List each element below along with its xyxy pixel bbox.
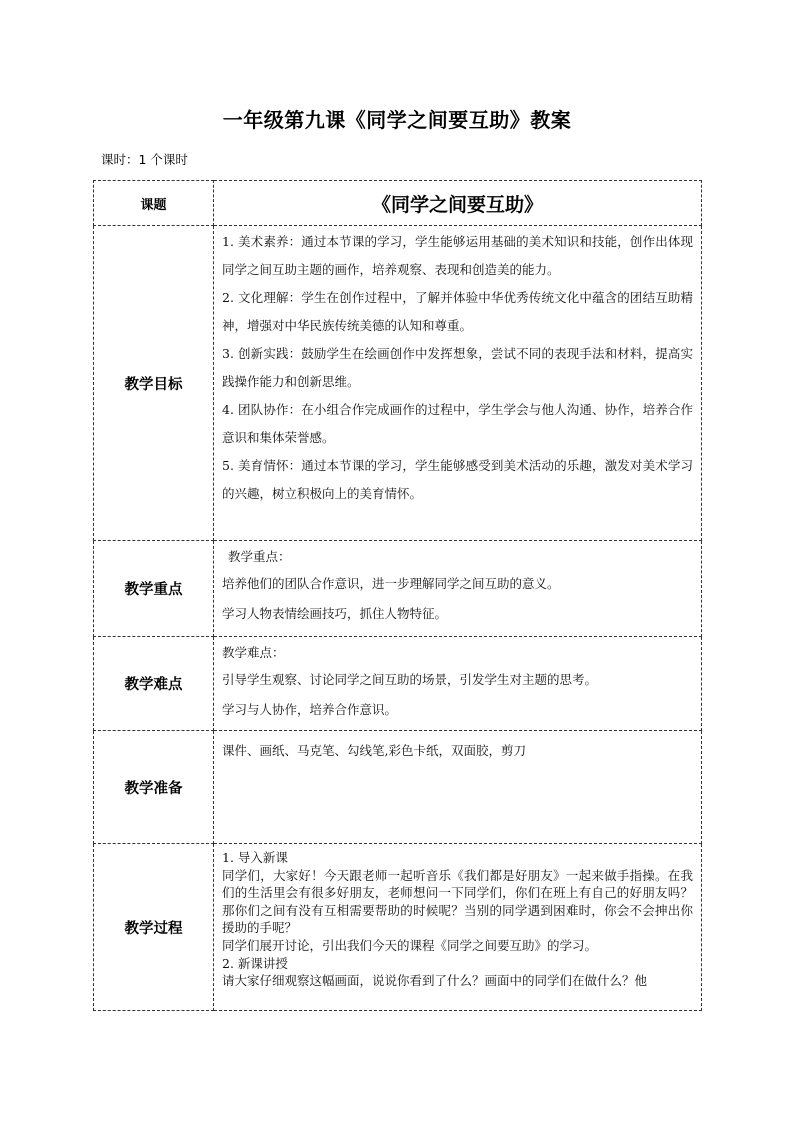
document-title: 一年级第九课《同学之间要互助》教案 <box>222 108 572 132</box>
process-item: 1. 导入新课 <box>222 850 288 865</box>
topic-value: 《同学之间要互助》 <box>214 181 702 226</box>
lesson-period: 课时：1 个课时 <box>101 152 188 167</box>
goal-item: 3. 创新实践：鼓励学生在绘画创作中发挥想象，尝试不同的表现手法和材料，提高实践操作能力和创新思维。 <box>222 346 693 389</box>
preparation-label: 教学准备 <box>94 731 214 844</box>
lesson-plan-table <box>93 180 702 1011</box>
key-points-cell <box>214 541 702 637</box>
difficulty-item: 引导学生观察、讨论同学之间互助的场景，引发学生对主题的思考。 <box>222 672 598 687</box>
preparation-row <box>94 731 702 844</box>
difficulties-row <box>94 637 702 731</box>
difficulty-item: 学习与人协作，培养合作意识。 <box>222 702 398 717</box>
key-point-item: 学习人物表情绘画技巧，抓住人物特征。 <box>222 606 448 621</box>
goals-row <box>94 226 702 541</box>
difficulties-heading: 教学难点： <box>222 645 285 660</box>
process-row <box>94 844 702 1011</box>
process-item: 同学们展开讨论，引出我们今天的课程《同学之间要互助》的学习。 <box>222 937 598 953</box>
process-item: 同学们，大家好！今天跟老师一起听音乐《我们都是好朋友》一起来做手指操。在我们的生活里会有很多好朋友，老师想问一下同学们，你们在班上有自己的好朋友吗？那你们之间有没有互相需要帮助的时候呢？当别的同学遇到困难时，你会不会抻出你援助的手呢？ <box>222 867 693 936</box>
goals-label: 教学目标 <box>94 226 214 541</box>
goal-item: 4. 团队协作：在小组合作完成画作的过程中，学生学会与他人沟通、协作，培养合作意识和集体荣誉感。 <box>222 402 693 445</box>
goal-item: 2. 文化理解：学生在创作过程中，了解并体验中华优秀传统文化中蕴含的团结互助精神，增强对中华民族传统美德的认知和尊重。 <box>222 290 693 333</box>
preparation-text: 课件、画纸、马克笔、勾线笔,彩色卡纸，双面胶，剪刀 <box>222 743 526 758</box>
process-item: 2. 新课讲授 <box>222 955 288 971</box>
key-points-row <box>94 541 702 637</box>
key-points-heading: 教学重点： <box>228 549 291 564</box>
goals-cell <box>214 226 702 541</box>
topic-label: 课题 <box>94 181 214 226</box>
process-label: 教学过程 <box>94 844 214 1011</box>
key-point-item: 培养他们的团队合作意识，进一步理解同学之间互助的意义。 <box>222 576 560 591</box>
preparation-cell <box>214 731 702 844</box>
goal-item: 1. 美术素养：通过本节课的学习，学生能够运用基础的美术知识和技能，创作出体现同学之间互助主题的画作，培养观察、表现和创造美的能力。 <box>222 234 693 277</box>
topic-row <box>94 181 702 226</box>
difficulties-cell <box>214 637 702 731</box>
process-item: 请大家仔细观察这幅画面，说说你看到了什么？画面中的同学们在做什么？他 <box>222 973 648 989</box>
difficulties-label: 教学难点 <box>94 637 214 731</box>
goal-item: 5. 美育情怀：通过本节课的学习，学生能够感受到美术活动的乐趣，激发对美术学习的兴趣，树立积极向上的美育情怀。 <box>222 458 693 501</box>
process-cell <box>214 844 702 1011</box>
key-points-label: 教学重点 <box>94 541 214 637</box>
